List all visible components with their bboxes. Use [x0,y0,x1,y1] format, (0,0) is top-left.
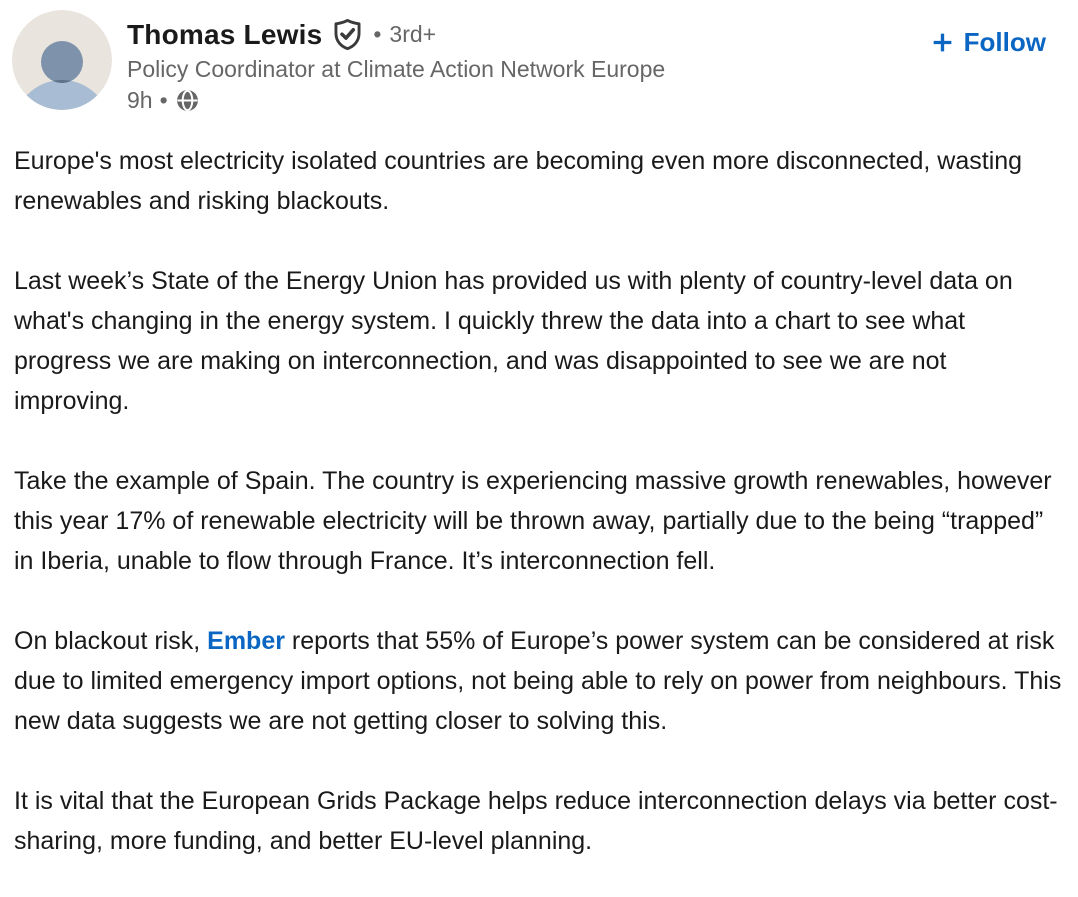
author-identity [127,10,918,114]
degree-label: 3rd+ [389,21,437,47]
author-headline: Policy Coordinator at Climate Action Network Europe [127,56,666,82]
post-text [0,114,1078,868]
post-paragraph: Take the example of Spain. The country is experiencing massive growth renewables, however this year 17% of renewable electricity will be thrown away, partially due to the being “trapped” in Iberia, unable to flow through France. It’s interconnection fell. [14,467,1052,575]
post-paragraph: It is vital that the European Grids Package helps reduce interconnection delays via better cost-sharing, more funding, and better EU-level planning. [14,787,1058,855]
author-name-row [127,18,918,51]
meta-separator: • [159,87,168,113]
paragraph-segment: On blackout risk, [14,627,208,655]
post-paragraph: Europe's most electricity isolated countries are becoming even more disconnected, wasting renewables and risking blackouts. [14,147,1023,215]
post-paragraph [14,621,1064,741]
ember-link[interactable]: Ember [207,627,285,655]
author-name[interactable]: Thomas Lewis [127,18,323,50]
follow-label: Follow [963,27,1046,57]
plus-icon [930,30,955,55]
verified-badge-icon [331,18,364,51]
follow-button[interactable] [930,27,1046,58]
avatar[interactable] [12,10,112,110]
post-time: 9h [127,87,153,113]
degree-separator: • [373,21,382,47]
post-meta [127,87,918,114]
paragraph-segment: reports that 55% of Europe’s power system can be considered at risk due to limited emergency import options, not being able to rely on power from neighbours. This new data suggests we are not getting closer to solving this. [14,627,1062,735]
default-avatar-icon [12,10,112,110]
post-header [0,10,1078,114]
connection-degree [373,21,436,48]
post-paragraph: Last week’s State of the Energy Union has provided us with plenty of country-level data on what's changing in the energy system. I quickly threw the data into a chart to see what progress we are making on interconnection, and was disappointed to see we are not improving. [14,267,1013,415]
globe-icon [175,88,200,113]
